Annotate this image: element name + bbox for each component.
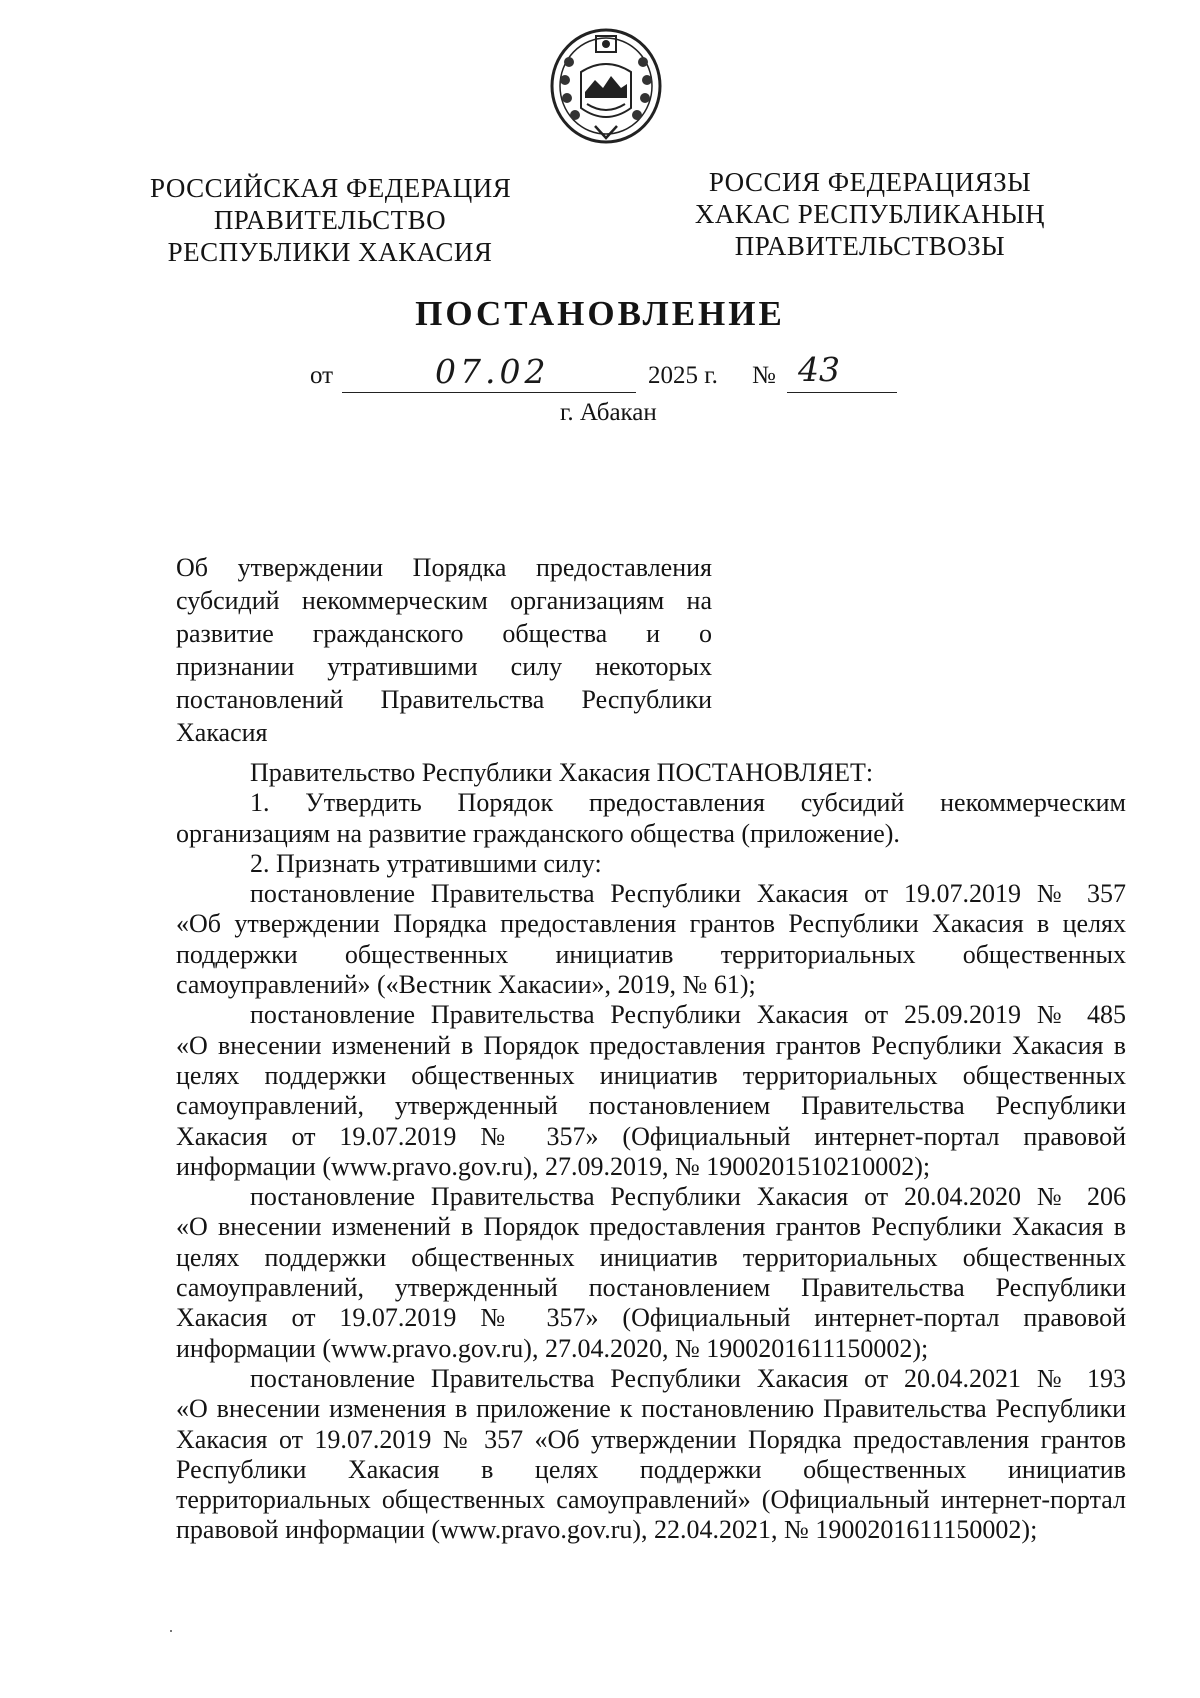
- scan-speck: [170, 1630, 172, 1632]
- body-line: самоуправлений, утвержденный постановлением Правительства Республики: [176, 1273, 1126, 1303]
- handwritten-number: 43: [798, 350, 840, 389]
- number-label: №: [752, 362, 776, 389]
- date-prefix: от: [310, 362, 334, 389]
- body-line: самоуправлений» («Вестник Хакасии», 2019, № 61);: [176, 970, 756, 1000]
- number-underline: [787, 392, 897, 393]
- date-underline: [342, 392, 636, 393]
- header-left: [150, 172, 510, 268]
- document-subject: [176, 551, 712, 749]
- body-line: «О внесении изменений в Порядок предоставления грантов Республики Хакасия в: [176, 1030, 1126, 1060]
- body-line: Республики Хакасия в целях поддержки общественных инициатив: [176, 1454, 1126, 1484]
- header-right-line: РОССИЯ ФЕДЕРАЦИЯЗЫ: [708, 167, 1032, 197]
- header-left-line: РЕСПУБЛИКИ ХАКАСИЯ: [167, 237, 493, 267]
- header-right: [690, 166, 1050, 262]
- body-line: самоуправлений, утвержденный постановлением Правительства Республики: [176, 1091, 1126, 1121]
- header-left-line: ПРАВИТЕЛЬСТВО: [213, 205, 447, 235]
- subject-line: Об утверждении Порядка предоставления: [176, 553, 712, 582]
- body-line: поддержки общественных инициатив территориальных общественных: [176, 939, 1126, 969]
- header-left-line: РОССИЙСКАЯ ФЕДЕРАЦИЯ: [150, 173, 512, 203]
- document-body: [176, 758, 1126, 1546]
- body-line: «О внесении изменений в Порядок предоставления грантов Республики Хакасия в: [176, 1212, 1126, 1242]
- body-line: «Об утверждении Порядка предоставления грантов Республики Хакасия в целях: [176, 909, 1126, 939]
- subject-line: постановлений Правительства Республики: [176, 685, 712, 714]
- subject-line: признании утратившими силу некоторых: [176, 652, 712, 681]
- body-line: 1. Утвердить Порядок предоставления субсидий некоммерческим: [250, 788, 1126, 818]
- body-line: Хакасия от 19.07.2019 № 357» (Официальный интернет-портал правовой: [176, 1121, 1126, 1151]
- body-line: информации (www.pravo.gov.ru), 27.04.2020, № 1900201611150002);: [176, 1333, 929, 1363]
- body-line: 2. Признать утратившими силу:: [250, 848, 602, 878]
- body-line: постановление Правительства Республики Хакасия от 20.04.2020 № 206: [250, 1182, 1126, 1212]
- header-right-line: ПРАВИТЕЛЬСТВОЗЫ: [734, 231, 1006, 261]
- body-line: «О внесении изменения в приложение к постановлению Правительства Республики: [176, 1394, 1126, 1424]
- body-line: Хакасия от 19.07.2019 № 357» (Официальный интернет-портал правовой: [176, 1303, 1126, 1333]
- handwritten-date: 07.02: [435, 352, 550, 391]
- document-title: ПОСТАНОВЛЕНИЕ: [415, 294, 785, 333]
- city: г. Абакан: [560, 399, 657, 426]
- body-line: целях поддержки общественных инициатив территориальных общественных: [176, 1060, 1126, 1090]
- body-line: правовой информации (www.pravo.gov.ru), 22.04.2021, № 1900201611150002);: [176, 1515, 1038, 1545]
- body-line: Хакасия от 19.07.2019 № 357 «Об утверждении Порядка предоставления грантов: [176, 1424, 1126, 1454]
- body-line: постановление Правительства Республики Хакасия от 25.09.2019 № 485: [250, 1000, 1126, 1030]
- header-right-line: ХАКАС РЕСПУБЛИКАНЫҢ: [694, 199, 1046, 229]
- subject-line: Хакасия: [176, 718, 268, 747]
- subject-line: субсидий некоммерческим организациям на: [176, 586, 712, 615]
- subject-line: развитие гражданского общества и о: [176, 619, 712, 648]
- body-line: постановление Правительства Республики Хакасия от 19.07.2019 № 357: [250, 879, 1126, 909]
- date-year: 2025 г.: [648, 362, 718, 389]
- body-line: целях поддержки общественных инициатив территориальных общественных: [176, 1242, 1126, 1272]
- body-line: территориальных общественных самоуправлений» (Официальный интернет-портал: [176, 1485, 1126, 1515]
- khakassia-coat-of-arms-icon: [547, 22, 665, 146]
- body-line: информации (www.pravo.gov.ru), 27.09.2019, № 1900201510210002);: [176, 1151, 931, 1181]
- body-line: постановление Правительства Республики Хакасия от 20.04.2021 № 193: [250, 1363, 1126, 1393]
- body-line: Правительство Республики Хакасия ПОСТАНОВЛЯЕТ:: [250, 758, 874, 787]
- body-line: организациям на развитие гражданского общества (приложение).: [176, 818, 900, 848]
